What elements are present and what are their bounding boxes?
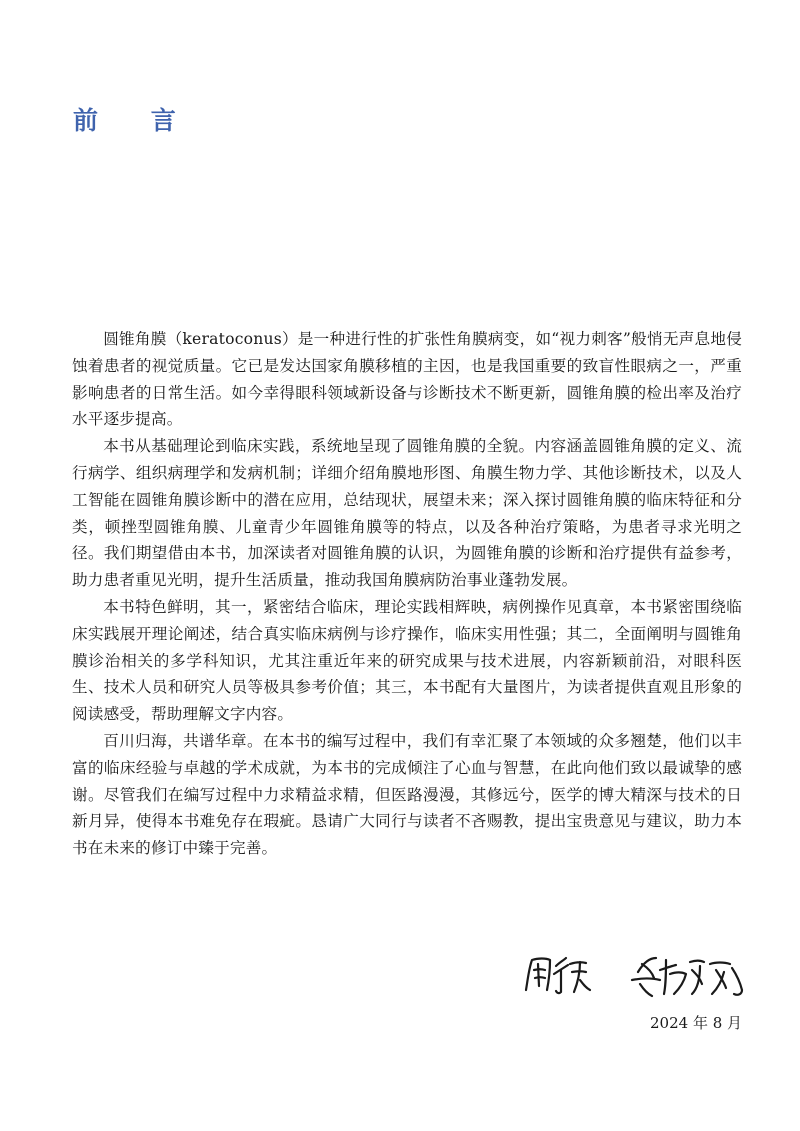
paragraph: 本书从基础理论到临床实践，系统地呈现了圆锥角膜的全貌。内容涵盖圆锥角膜的定义、流行病学、组织病理学和发病机制；详细介绍角膜地形图、角膜生物力学、其他诊断技术，以及人工智能在圆锥角膜诊断中的潜在应用，总结现状，展望未来；深入探讨圆锥角膜的临床特征和分类，顿挫型圆锥角膜、儿童青少年圆锥角膜等的特点，以及各种治疗策略，为患者寻求光明之径。我们期望借由本书，加深读者对圆锥角膜的认识，为圆锥角膜的诊断和治疗提供有益参考，助力患者重见光明，提升生活质量，推动我国角膜病防治事业蓬勃发展。 xyxy=(72,437,742,590)
date: 2024 年 8 月 xyxy=(650,1014,743,1032)
page-title: 前 言 xyxy=(73,106,198,135)
preface-body xyxy=(72,326,742,862)
paragraph: 本书特色鲜明，其一，紧密结合临床，理论实践相辉映，病例操作见真章，本书紧密围绕临床实践展开理论阐述，结合真实临床病例与诊疗操作，临床实用性强；其二，全面阐明与圆锥角膜诊治相关的多学科知识，尤其注重近年来的研究成果与技术进展，内容新颖前沿，对眼科医生、技术人员和研究人员等极具参考价值；其三，本书配有大量图片，为读者提供直观且形象的阅读感受，帮助理解文字内容。 xyxy=(72,597,742,724)
paragraph: 圆锥角膜（keratoconus）是一种进行性的扩张性角膜病变，如“视力刺客”般悄无声息地侵蚀着患者的视觉质量。它已是发达国家角膜移植的主因，也是我国重要的致盲性眼病之一，严重影响患者的日常生活。如今幸得眼科领域新设备与诊断技术不断更新，圆锥角膜的检出率及治疗水平逐步提高。 xyxy=(72,330,742,429)
paragraph: 百川归海，共谱华章。在本书的编写过程中，我们有幸汇聚了本领域的众多翘楚，他们以丰富的临床经验与卓越的学术成就，为本书的完成倾注了心血与智慧，在此向他们致以最诚挚的感谢。尽管我们在编写过程中力求精益求精，但医路漫漫，其修远兮，医学的博大精深与技术的日新月异，使得本书难免存在瑕疵。恳请广大同行与读者不吝赐教，提出宝贵意见与建议，助力本书在未来的修订中臻于完善。 xyxy=(72,731,742,858)
handwritten-signature xyxy=(520,950,755,1000)
